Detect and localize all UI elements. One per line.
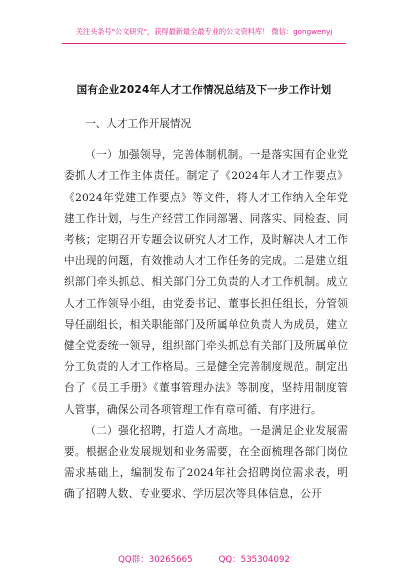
section-heading: 一、人才工作开展情况 — [85, 118, 192, 130]
paragraph-2: （二）强化招聘，打造人才高地。一是满足企业发展需要。根据企业发展规划和业务需要，在全面梳理各部门岗位需求基础上，编制发布了2024年社会招聘岗位需求表，明确了招聘人数、专业要求、学历层次等具体信息，公开 — [64, 424, 348, 501]
footer-qq: QQ：535304092 — [218, 555, 290, 565]
document-title: 国有企业2024年人才工作情况总结及下一步工作计划 — [76, 84, 332, 96]
header-divider — [62, 43, 346, 44]
footer-contact — [0, 553, 408, 565]
paragraph-1: （一）加强领导，完善体制机制。一是落实国有企业党委抓人才工作主体责任。制定了《2024年人才工作要点》《2024年党建工作要点》等文件，将人才工作纳入全年党建工作计划，与生产经营工作同部署、同落实、同检查、同考核；定期召开专题会议研究人才工作，及时解决人才工作中出现的问题，有效推动人才工作任务的完成。二是建立组织部门牵头抓总、相关部门分工负责的人才工作机制。成立人才工作领导小组，由党委书记、董事长担任组长，分管领导任副组长，相关职能部门及所属单位负责人为成员，建立健全党委统一领导，组织部门牵头抓总有关部门及所属单位分工负责的人才工作格局。三是健全完善制度规范。制定出台了《员工手册》《董事管理办法》等制度，坚持用制度管人管事，确保公司各项管理工作有章可循、有序进行。 — [64, 149, 348, 416]
document-body — [64, 114, 348, 506]
header-note: 关注头条号"公文研究"，获得最新最全最专业的公文资料库！ 微信：gongwenyj — [75, 27, 333, 36]
footer-qq-group: QQ群：30265665 — [118, 555, 193, 565]
